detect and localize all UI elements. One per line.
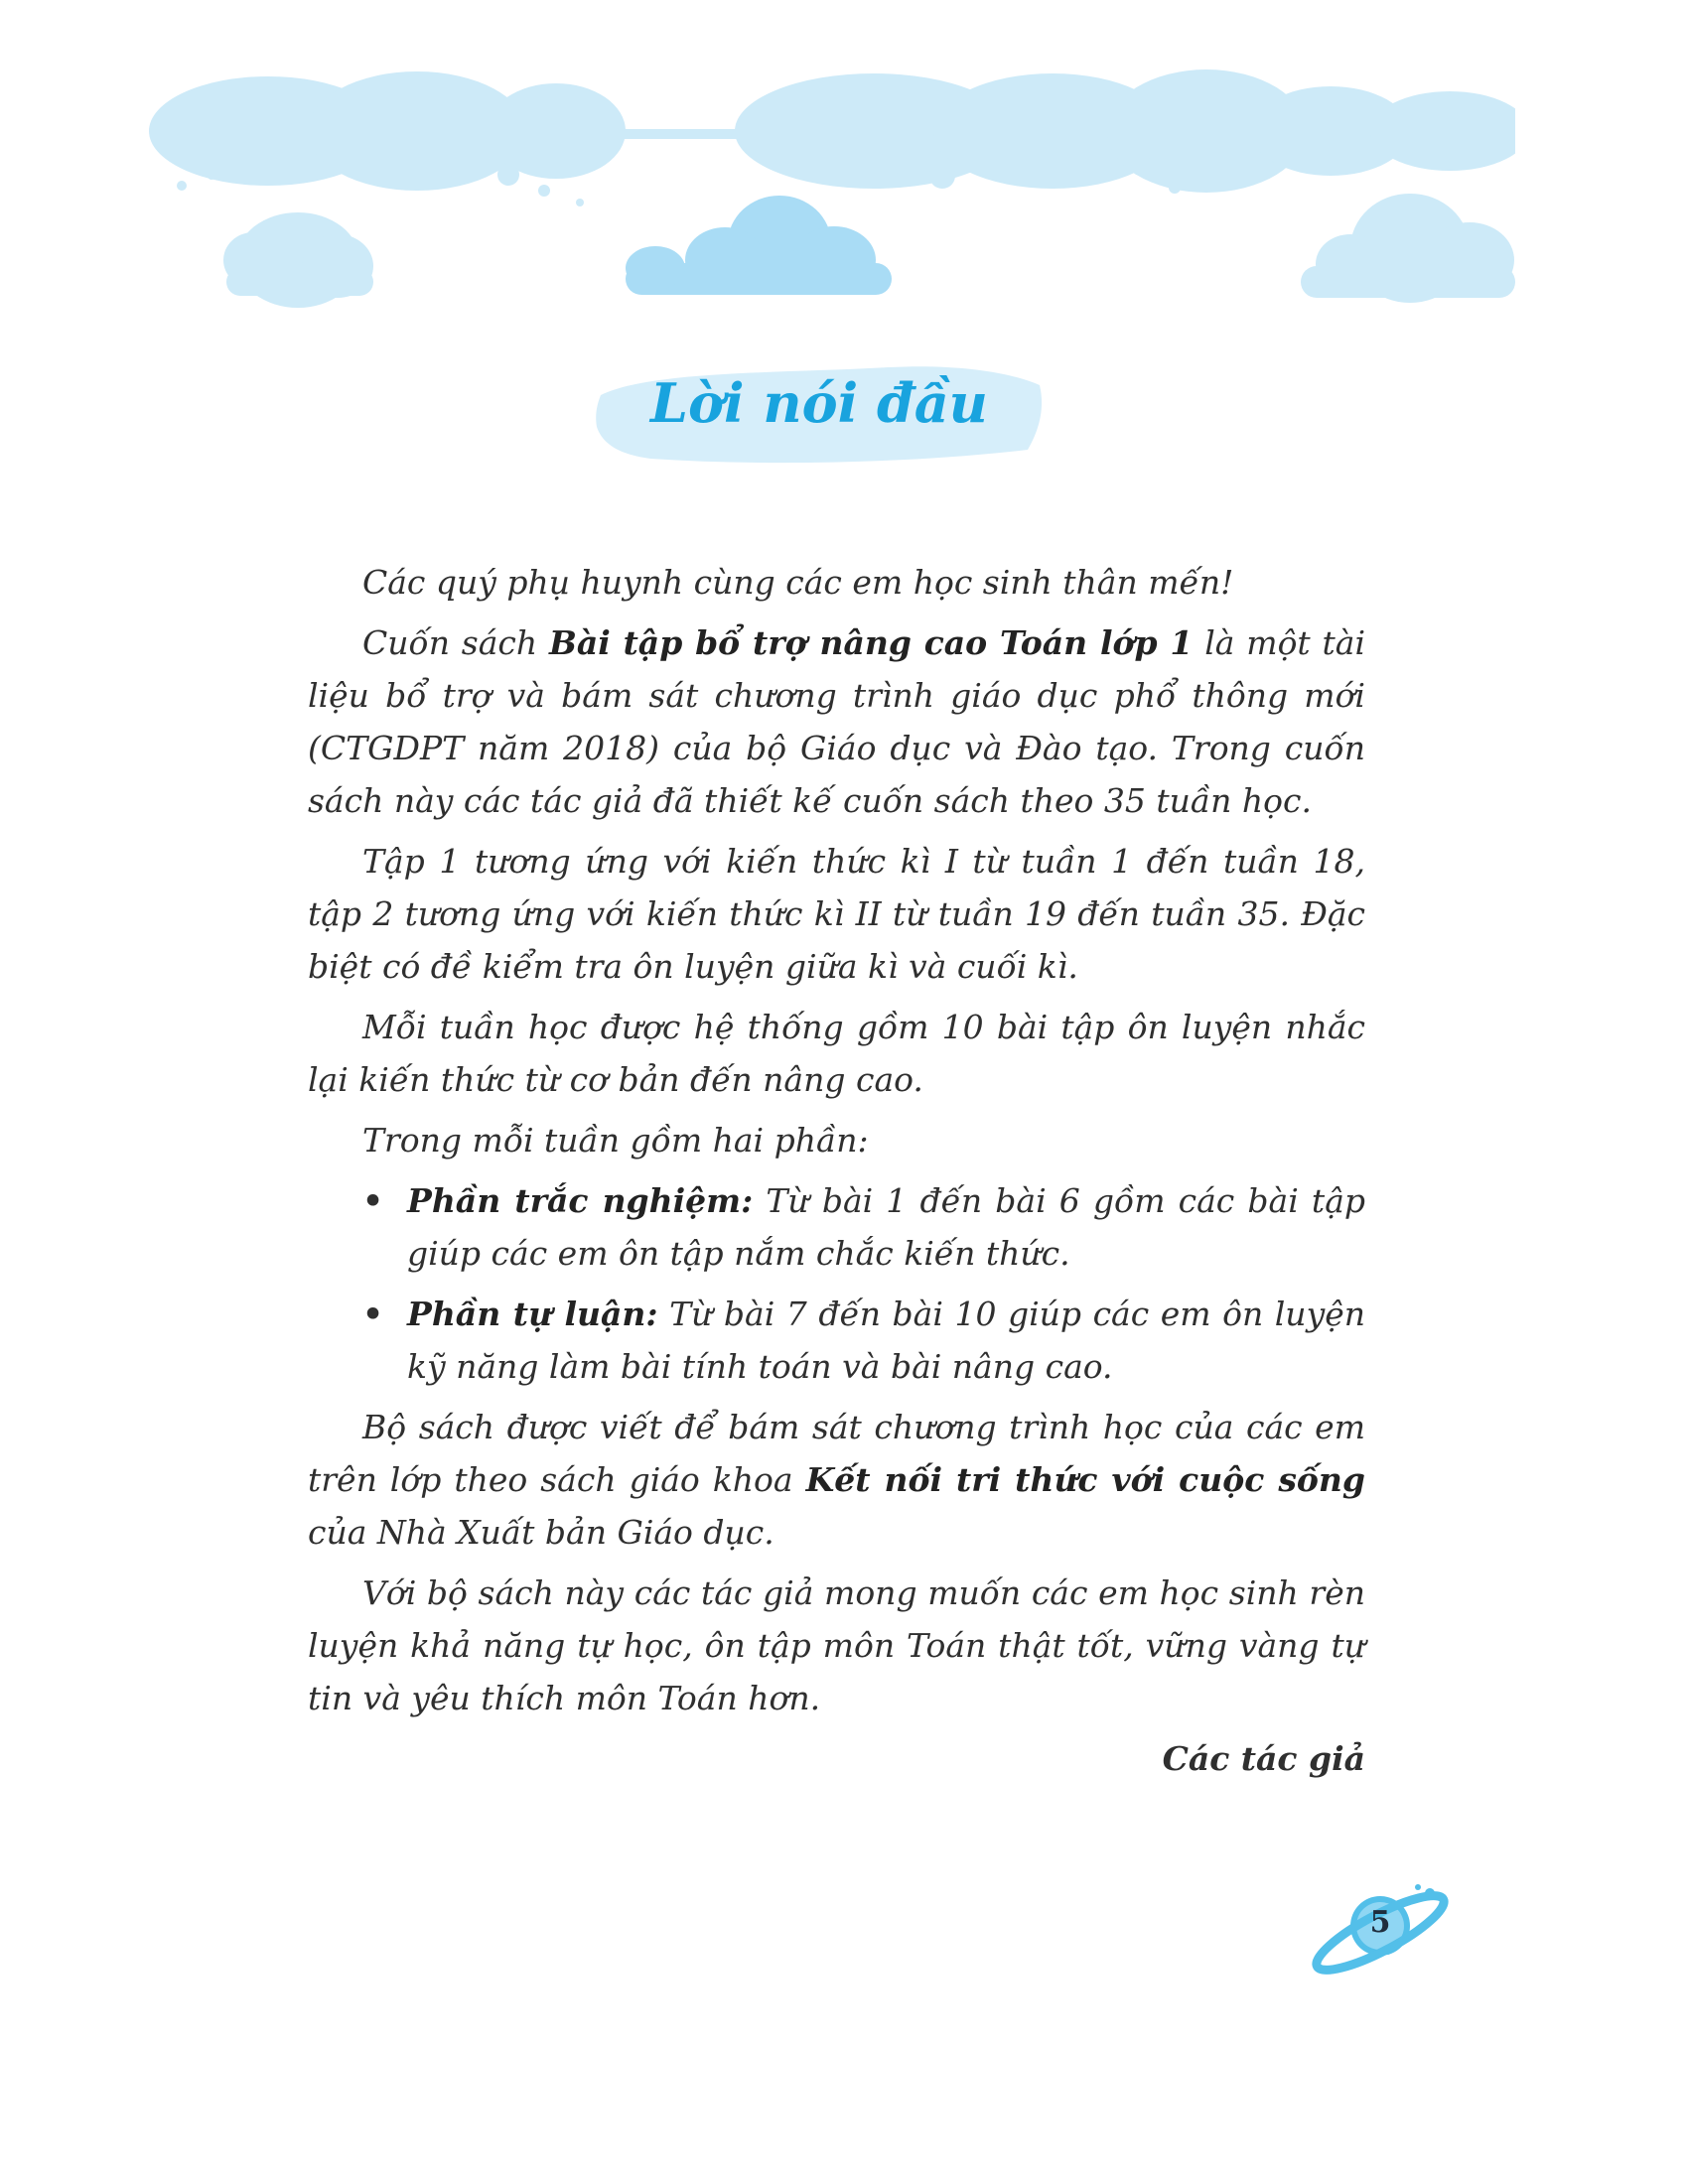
- page-number-badge: [1311, 1881, 1450, 1990]
- bullet-marker: •: [362, 1295, 384, 1333]
- cloud-left: [223, 212, 373, 308]
- paragraph-parts-intro: Trong mỗi tuần gồm hai phần:: [362, 1121, 869, 1160]
- curriculum-suffix: của Nhà Xuất bản Giáo dục.: [308, 1513, 774, 1552]
- paragraph-volumes: Tập 1 tương ứng với kiến thức kì I từ tuần 1 đến tuần 18, tập 2 tương ứng với kiến thức kì II từ tuần 19 đến tuần 35. Đặc biệt có đề kiểm tra ôn luyện giữa kì và cuối kì.: [308, 842, 1365, 986]
- page-number: 5: [1369, 1905, 1391, 1940]
- page-title: Lời nói đầu: [650, 371, 988, 435]
- parts-list: [308, 1174, 1365, 1393]
- list-item-label: Phần trắc nghiệm:: [407, 1181, 754, 1220]
- list-item: [362, 1174, 1365, 1280]
- paragraph-weekly: Mỗi tuần học được hệ thống gồm 10 bài tập ôn luyện nhắc lại kiến thức từ cơ bản đến nâng cao.: [308, 1008, 1365, 1099]
- textbook-series: Kết nối tri thức với cuộc sống: [805, 1460, 1365, 1499]
- signature: Các tác giả: [1162, 1739, 1365, 1778]
- top-cloud-band: [149, 69, 1529, 193]
- list-item-text: Từ bài 1 đến bài 6 gồm các bài tập giúp các em ôn tập nắm chắc kiến thức.: [407, 1181, 1365, 1273]
- curriculum-prefix: Bộ sách được viết để bám sát chương trình học của các em trên lớp theo sách giáo khoa: [308, 1408, 1365, 1499]
- paragraph-intro: [308, 616, 1365, 827]
- book-title: Bài tập bổ trợ nâng cao Toán lớp 1: [548, 623, 1194, 662]
- intro-suffix: là một tài liệu bổ trợ và bám sát chương trình giáo dục phổ thông mới (CTGDPT năm 2018) của bộ Giáo dục và Đào tạo. Trong cuốn sách này các tác giả đã thiết kế cuốn sách theo 35 tuần học.: [308, 623, 1366, 820]
- preface-body: [308, 556, 1365, 1785]
- list-item-text: Từ bài 7 đến bài 10 giúp các em ôn luyện kỹ năng làm bài tính toán và bài nâng cao.: [407, 1295, 1365, 1386]
- paragraph-curriculum: [308, 1401, 1365, 1559]
- list-item-label: Phần tự luận:: [407, 1295, 658, 1333]
- cloud-right: [1301, 194, 1515, 303]
- intro-prefix: Cuốn sách: [362, 623, 549, 662]
- greeting-paragraph: Các quý phụ huynh cùng các em học sinh thân mến!: [362, 563, 1234, 602]
- paragraph-goals: Với bộ sách này các tác giả mong muốn các em học sinh rèn luyện khả năng tự học, ôn tập môn Toán thật tốt, vững vàng tự tin và yêu thích môn Toán hơn.: [308, 1573, 1365, 1717]
- title-block: [591, 355, 1048, 475]
- cloud-center: [626, 196, 892, 295]
- bullet-marker: •: [362, 1181, 384, 1220]
- list-item: [362, 1288, 1365, 1393]
- cloud-banner: [0, 0, 1688, 328]
